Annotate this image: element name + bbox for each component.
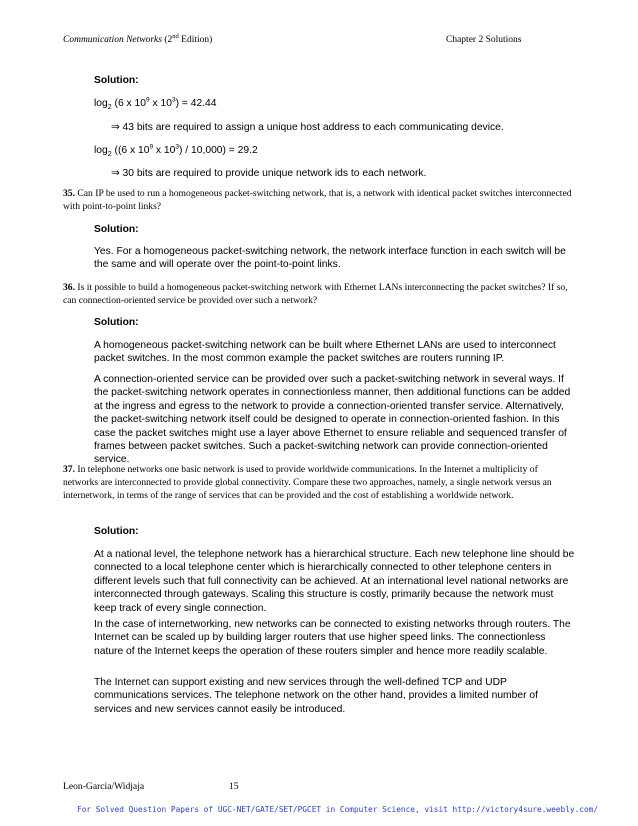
answer-37-p3: The Internet can support existing and new services through the well-defined TCP and UDP communications services. The telephone network on the other hand, provides a limited number of services and new services cannot easily be introduced.	[94, 677, 538, 715]
implication-2: ⇒ 30 bits are required to provide unique network ids to each network.	[111, 168, 427, 179]
book-title: Communication Networks	[63, 35, 162, 45]
answer-37-p2: In the case of internetworking, new networks can be connected to existing networks through routers. The Internet can be scaled up by building larger routers that use higher speed links. The connectionless nature of the Internet keeps the operation of these routers simpler and hence more readily scalable.	[94, 619, 571, 657]
question-35: 35. Can IP be used to run a homogeneous packet-switching network, that is, a network with identical packet switches interconnected with point-to-point links?	[63, 188, 572, 213]
implies-icon: ⇒	[111, 168, 120, 179]
edition: (2nd Edition)	[161, 32, 213, 45]
solution-heading: Solution:	[94, 224, 139, 235]
page-number: 15	[229, 781, 239, 792]
implies-icon: ⇒	[111, 122, 120, 133]
solution-heading: Solution:	[94, 526, 139, 537]
answer-37-p1: At a national level, the telephone network has a hierarchical structure. Each new telephone line should be connected to a local telephone center which is hierarchically connected to other telephone centers in different levels such that full connectivity can be achieved. At an international level national networks are interconnected through gateways. Scaling this structure is costly, primarily because the network must keep track of every single connection.	[94, 549, 575, 614]
solution-heading: Solution:	[94, 75, 139, 86]
running-header-chapter: Chapter 2 Solutions	[446, 35, 522, 45]
answer-35: Yes. For a homogeneous packet-switching network, the network interface function in each switch will be the same and will operate over the point-to-point links.	[94, 246, 566, 271]
question-36: 36. Is it possible to build a homogeneous packet-switching network with Ethernet LANs interconnecting the packet switches? If so, can connection-oriented service be provided over such a network?	[63, 282, 568, 307]
implication-1: ⇒ 43 bits are required to assign a unique host address to each communicating device.	[111, 122, 504, 133]
equation-2: $\log_2 ((6$ x $10^9$ x $10^3) / 10,000) = 29.2$	[94, 143, 258, 159]
promo-link-banner[interactable]: For Solved Question Papers of UGC-NET/GATE/SET/PGCET in Computer Science, visit http://victory4sure.weebly.com/	[77, 805, 599, 814]
answer-36-p2: A connection-oriented service can be provided over such a packet-switching network in several ways. If the packet-switching network operates in connectionless manner, then additional functions can be added at the ingress and egress to the network to provide a connection-oriented transfer service. Alternatively, the packet-switching network itself could be designed to operate in connection-oriented fashion. In this case the packet switches might use a layer above Ethernet to ensure reliable and sequenced transfer of frames between packet switches. Such a packet-switching network can provide connection-oriented service.	[94, 374, 571, 466]
equation-1: $\log_2 (6$ x $10^9$ x $10^3) = 42.44$	[94, 96, 217, 112]
running-header-title	[63, 32, 213, 45]
footer-authors: Leon-Garcia/Widjaja	[63, 781, 145, 792]
answer-36-p1: A homogeneous packet-switching network can be built where Ethernet LANs are used to interconnect packet switches. In the most common example the packet switches are routers running IP.	[94, 340, 556, 365]
question-37: 37. In telephone networks one basic network is used to provide worldwide communications. In the Internet a multiplicity of networks are interconnected to provide global connectivity. Compare these two approaches, namely, a single network versus an internetwork, in terms of the range of services that can be provided and the cost of establishing a worldwide network.	[63, 464, 552, 502]
solution-heading: Solution:	[94, 317, 139, 328]
